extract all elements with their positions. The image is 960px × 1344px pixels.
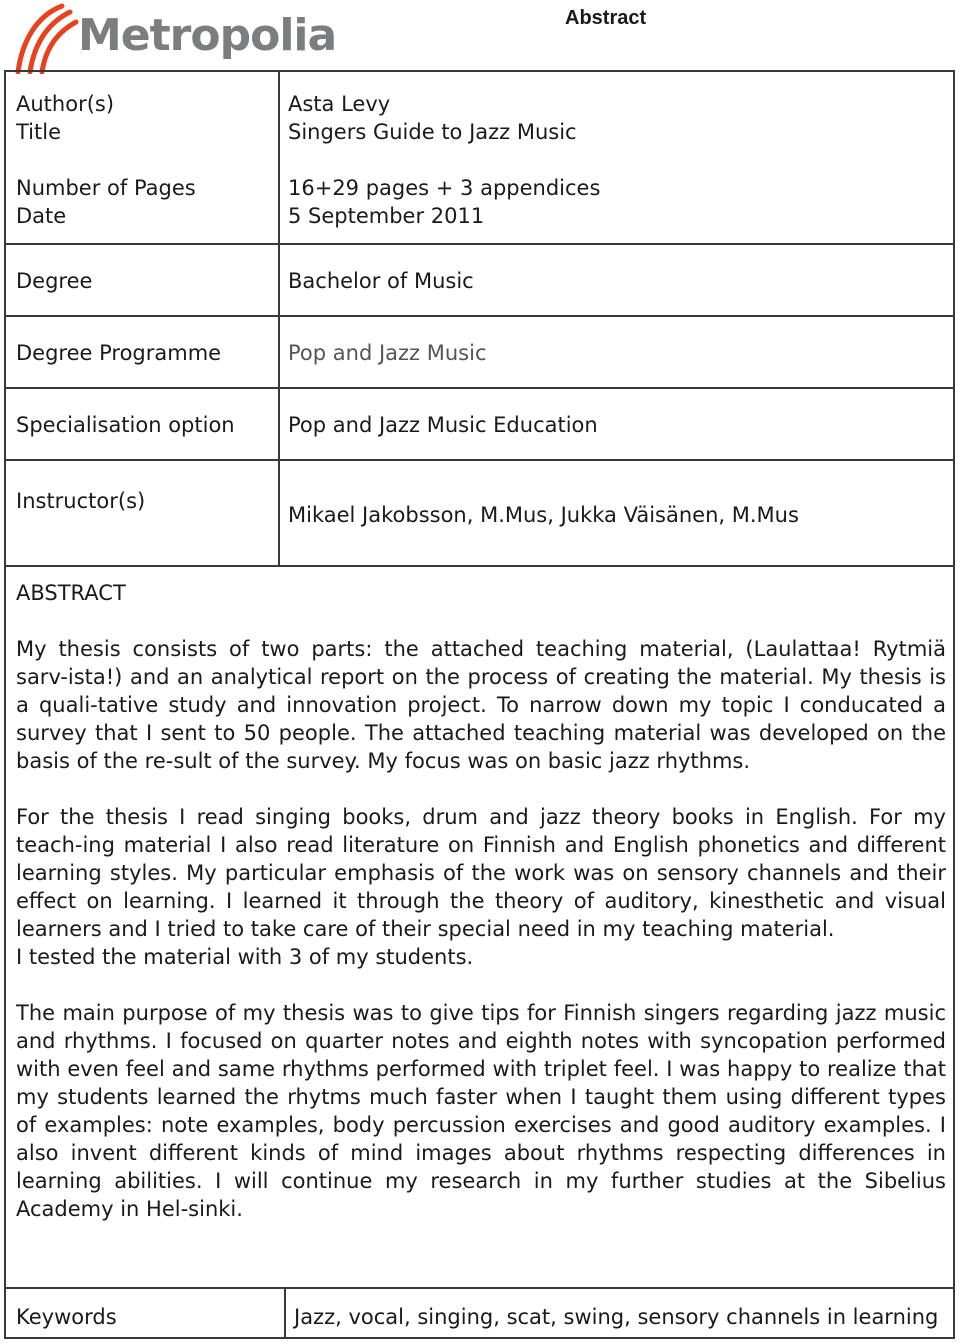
column-divider	[278, 461, 280, 565]
metropolia-logo	[14, 2, 337, 74]
column-divider	[278, 389, 280, 459]
title-value: Singers Guide to Jazz Music	[288, 120, 577, 144]
abstract-paragraph-1: My thesis consists of two parts: the attached teaching material, (Laulattaa! Rytmiä sarv-ista!) and an analytical report on the process of creating the material. My thesis is a quali-tative study and innovation project. To narrow down my topic I conducated a survey that I sent to 50 people. The attached teaching material was developed on the basis of the re-sult of the survey. My focus was on basic jazz rhythms.	[16, 637, 946, 773]
column-divider	[278, 317, 280, 387]
degree-label: Degree	[16, 269, 93, 293]
abstract-paragraph-3: The main purpose of my thesis was to give tips for Finnish singers regarding jazz music and rhythms. I focused on quarter notes and eighth notes with syncopation performed with even feel and same rhythms performed with triplet feel. I was happy to realize that my students learned the rhytms much faster when I taught them using different types of examples: note examples, body percussion exercises and good auditory examples. I also invent different kinds of mind images about rhythms respecting differences in learning abilities. I will continue my research in my further studies at the Sibelius Academy in Hel-sinki.	[16, 1001, 946, 1221]
row-keywords	[6, 1289, 953, 1337]
row-instructors	[6, 461, 953, 567]
specialisation-value: Pop and Jazz Music Education	[288, 413, 598, 437]
logo-wordmark: Metropolia	[78, 10, 337, 61]
pages-value: 16+29 pages + 3 appendices	[288, 176, 601, 200]
pages-label: Number of Pages	[16, 176, 196, 200]
abstract-form	[4, 70, 955, 1339]
keywords-label: Keywords	[16, 1305, 117, 1329]
row-specialisation	[6, 389, 953, 461]
date-label: Date	[16, 204, 67, 228]
column-divider	[284, 1289, 286, 1337]
author-value: Asta Levy	[288, 92, 391, 116]
abstract-heading: ABSTRACT	[16, 581, 126, 605]
degree-value: Bachelor of Music	[288, 269, 474, 293]
specialisation-label: Specialisation option	[16, 413, 235, 437]
row-degree	[6, 245, 953, 317]
abstract-body	[16, 567, 946, 1223]
date-value: 5 September 2011	[288, 204, 485, 228]
column-divider	[278, 72, 280, 243]
keywords-value: Jazz, vocal, singing, scat, swing, sensory channels in learning	[294, 1305, 939, 1329]
logo-swoosh-icon	[14, 2, 80, 74]
title-label: Title	[16, 120, 62, 144]
row-author-title	[6, 72, 953, 245]
programme-label: Degree Programme	[16, 341, 222, 365]
programme-value: Pop and Jazz Music	[288, 341, 487, 365]
abstract-paragraph-2b: I tested the material with 3 of my students.	[16, 945, 474, 969]
row-abstract	[6, 567, 953, 1289]
instructor-value: Mikael Jakobsson, M.Mus, Jukka Väisänen, M.Mus	[288, 503, 799, 527]
instructor-label: Instructor(s)	[16, 489, 146, 513]
row-degree-programme	[6, 317, 953, 389]
document-type-heading: Abstract	[565, 7, 647, 29]
column-divider	[278, 245, 280, 315]
abstract-paragraph-2: For the thesis I read singing books, drum and jazz theory books in English. For my teach-ing material I also read literature on Finnish and English phonetics and different learning styles. My particular emphasis of the work was on sensory channels and their effect on learning. I learned it through the theory of auditory, kinesthetic and visual learners and I tried to take care of their special need in my teaching material.	[16, 805, 946, 941]
author-label: Author(s)	[16, 92, 115, 116]
